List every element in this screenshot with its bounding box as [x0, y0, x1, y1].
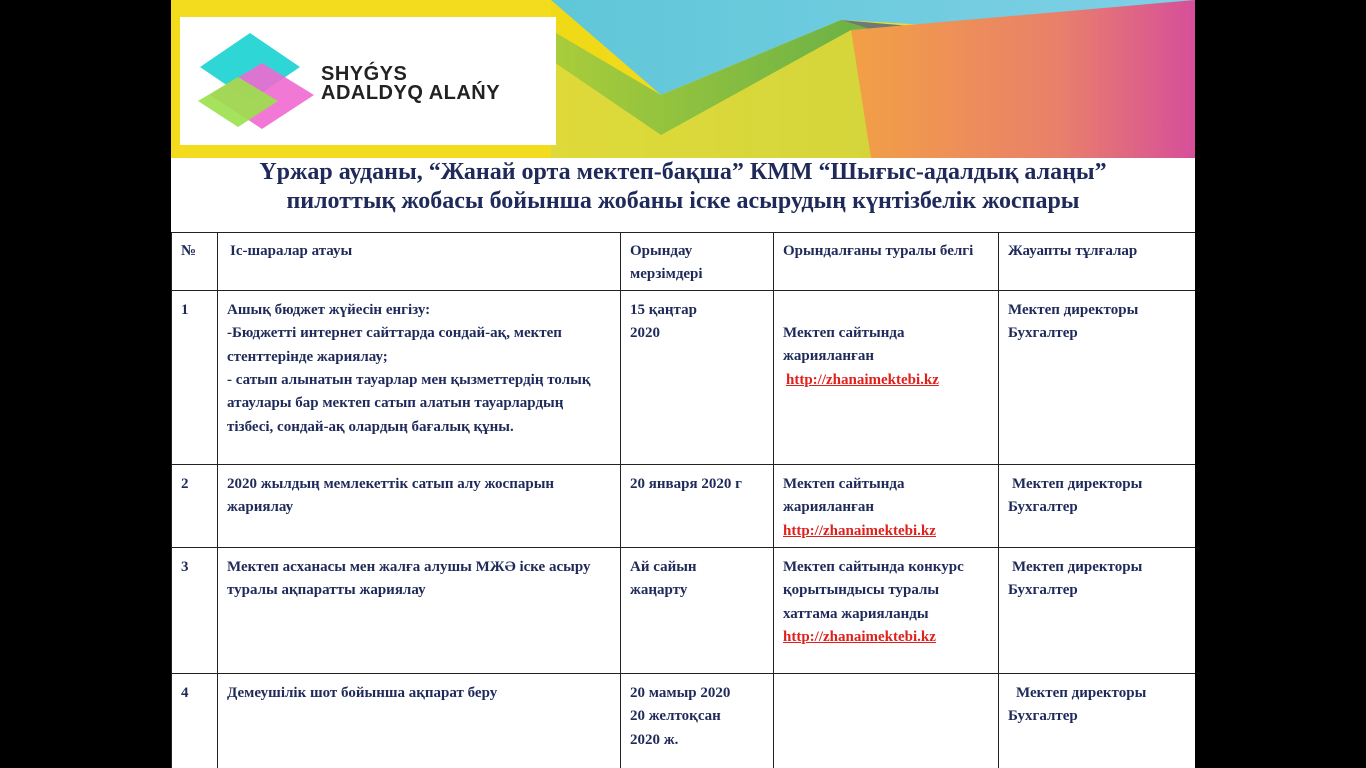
row-number: 1	[172, 290, 218, 464]
row-number: 4	[172, 673, 218, 768]
row-number: 3	[172, 547, 218, 673]
row-status: Мектеп сайтында конкурс қорытындысы туралы хаттама жарияланды http://zhanaimektebi.kz	[774, 547, 999, 673]
header-responsible: Жауапты тұлғалар	[999, 233, 1196, 291]
header-status: Орындалғаны туралы белгі	[774, 233, 999, 291]
header-activity: Іс-шаралар атауы	[218, 233, 621, 291]
website-link[interactable]: http://zhanaimektebi.kz	[783, 629, 936, 646]
row-responsible: Мектеп директоры Бухгалтер	[999, 290, 1196, 464]
table-row	[172, 673, 1196, 768]
table-row	[172, 464, 1196, 547]
row-responsible: Мектеп директоры Бухгалтер	[999, 547, 1196, 673]
row-activity: Демеушілік шот бойынша ақпарат беру	[218, 673, 621, 768]
logo-wordmark: SHYǴYS ADALDYQ ALAŃY	[321, 63, 501, 104]
table-row	[172, 547, 1196, 673]
row-number: 2	[172, 464, 218, 547]
website-link[interactable]: http://zhanaimektebi.kz	[783, 522, 936, 539]
row-activity: 2020 жылдың мемлекеттік сатып алу жоспарын жариялау	[218, 464, 621, 547]
row-deadline: Ай сайын жаңарту	[621, 547, 774, 673]
header-number: №	[172, 233, 218, 291]
plan-table	[171, 232, 1195, 768]
row-deadline: 15 қаңтар 2020	[621, 290, 774, 464]
row-deadline: 20 января 2020 г	[621, 464, 774, 547]
logo-card	[180, 17, 556, 145]
logo-mark-icon	[190, 25, 320, 145]
row-activity: Ашық бюджет жүйесін енгізу: -Бюджетті интернет сайттарда сондай-ақ, мектеп стенттерінде жариялау; - сатып алынатын тауарлар мен қызметтердің толық атаулары бар мектеп сатып алатын тауарлардың тізбесі, сондай-ақ олардың бағалық құны.	[218, 290, 621, 464]
page-title-line: Үржар ауданы, “Жанай орта мектеп-бақша” КММ “Шығыс-адалдық алаңы”	[259, 159, 1107, 185]
page-title	[171, 158, 1195, 216]
row-responsible: Мектеп директоры Бухгалтер	[999, 673, 1196, 768]
slide	[171, 0, 1195, 768]
table-header-row	[172, 233, 1196, 291]
row-responsible: Мектеп директоры Бухгалтер	[999, 464, 1196, 547]
header-deadline: Орындау мерзімдері	[621, 233, 774, 291]
row-status: Мектеп сайтында жарияланған http://zhanaimektebi.kz	[774, 464, 999, 547]
website-link[interactable]: http://zhanaimektebi.kz	[786, 371, 939, 388]
row-status	[774, 673, 999, 768]
row-activity: Мектеп асханасы мен жалға алушы МЖӘ іске асыру туралы ақпаратты жариялау	[218, 547, 621, 673]
page-title-line: пилоттық жобасы бойынша жобаны іске асырудың күнтізбелік жоспары	[286, 188, 1080, 214]
row-status: Мектеп сайтында жарияланған http://zhanaimektebi.kz	[774, 290, 999, 464]
row-deadline: 20 мамыр 2020 20 желтоқсан 2020 ж.	[621, 673, 774, 768]
table-row	[172, 290, 1196, 464]
